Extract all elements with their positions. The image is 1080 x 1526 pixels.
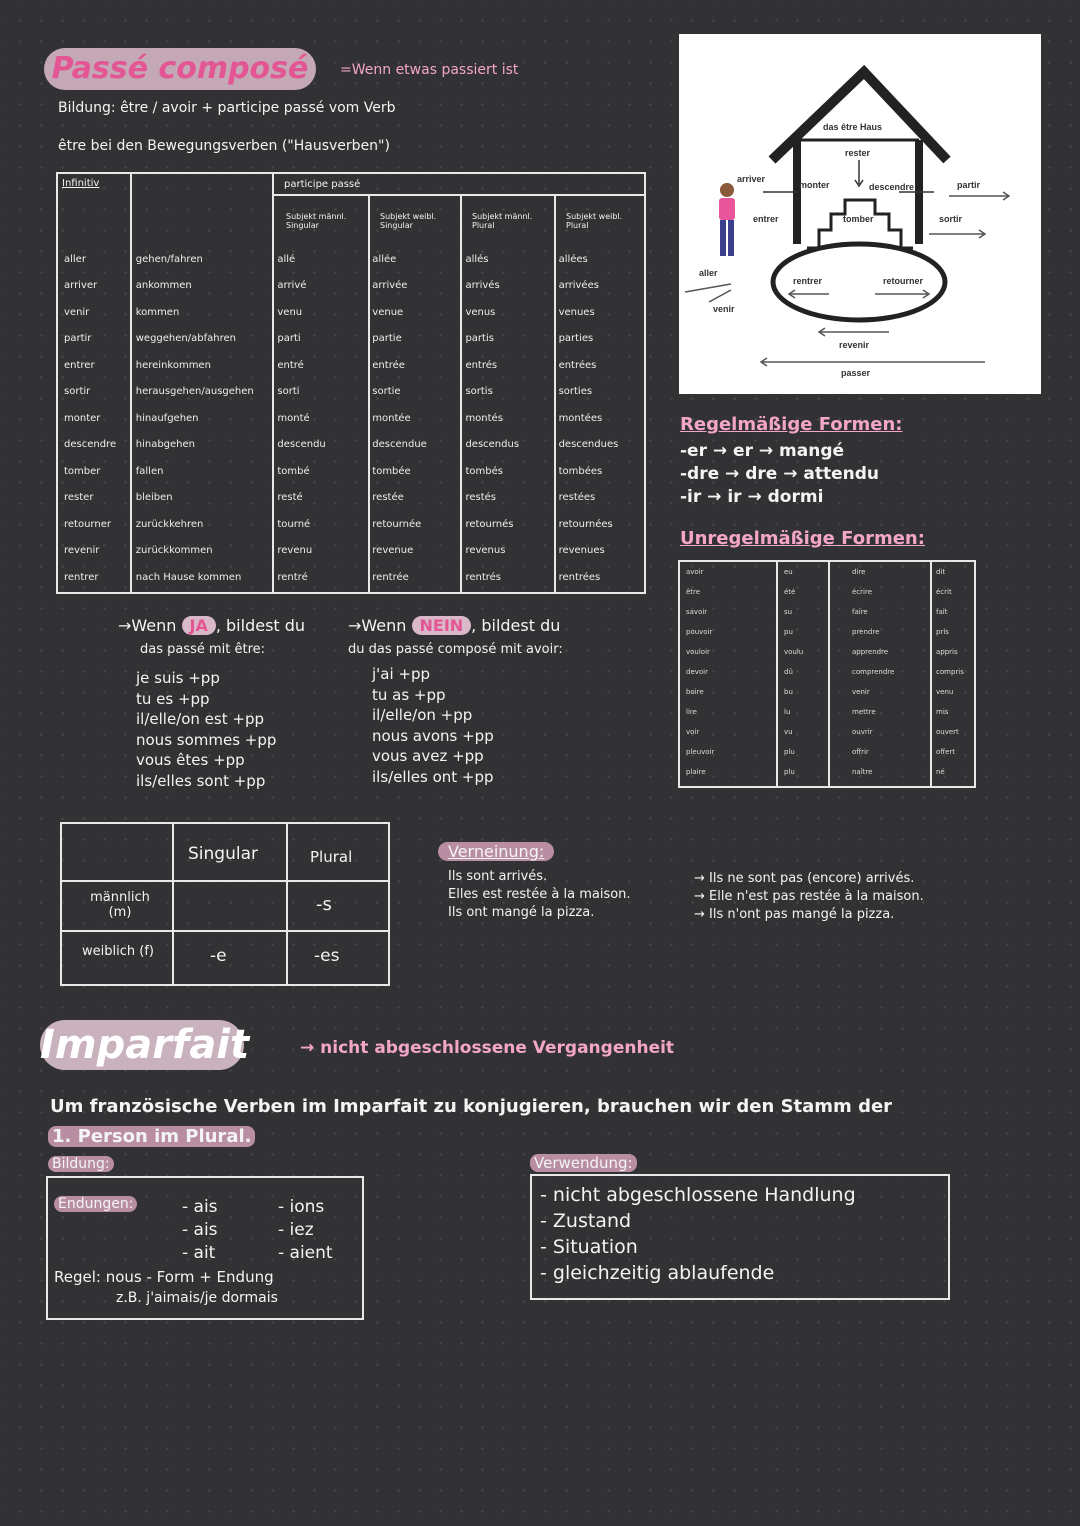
singular-header: Singular: [188, 844, 258, 864]
text-line: ils/elles ont +pp: [372, 767, 494, 786]
negation-title: Verneinung:: [438, 842, 554, 861]
endings-singular: [182, 1196, 218, 1265]
verb-table-cell: rester: [64, 492, 94, 504]
irregular-infinitive: mettre: [852, 708, 876, 716]
imparfait-example: z.B. j'aimais/je dormais: [116, 1290, 278, 1306]
irregular-participle: plu: [784, 768, 795, 776]
text-line: il/elle/on est +pp: [136, 710, 264, 728]
text-line: - iez: [278, 1220, 314, 1240]
verb-table-cell: revenu: [277, 545, 313, 557]
irregular-participle: bu: [784, 688, 793, 696]
verb-table-cell: restées: [558, 492, 596, 504]
verb-table-cell: herausgehen/ausgehen: [135, 386, 254, 398]
verb-table-cell: monter: [64, 412, 101, 424]
verb-table-cell: retournées: [558, 518, 613, 530]
usage-list: [540, 1182, 856, 1286]
irregular-forms-title: Unregelmäßige Formen:: [680, 528, 925, 549]
text-line: il/elle/on +pp: [372, 706, 473, 724]
verb-table-cell: retournés: [465, 518, 514, 530]
text-line: vous avez +pp: [372, 747, 484, 765]
verb-table-cell: tombées: [558, 465, 603, 477]
verb-table-cell: tombée: [372, 465, 411, 477]
verb-table-cell: montées: [558, 412, 603, 424]
verb-table-cell: nach Hause kommen: [135, 571, 242, 583]
irregular-participle: pu: [784, 628, 793, 636]
verb-table-cell: revenir: [64, 545, 100, 557]
verb-table-cell: weggehen/abfahren: [135, 333, 236, 345]
imparfait-intro: Um französische Verben im Imparfait zu konjugieren, brauchen wir den Stamm der: [50, 1096, 893, 1117]
endings-plural: [278, 1196, 333, 1265]
verb-table-cell: venir: [64, 306, 90, 318]
house-label: venir: [713, 304, 735, 314]
gender-table: [60, 822, 390, 986]
verb-table-cell: revenues: [558, 545, 605, 557]
irregular-infinitive: offrir: [852, 748, 869, 756]
regular-forms-list: [680, 440, 879, 509]
verb-table-cell: zurückkommen: [135, 545, 213, 557]
verb-table-cell: partie: [372, 333, 402, 345]
irregular-participle: compris: [936, 668, 964, 676]
verb-table-cell: tourné: [277, 518, 311, 530]
sub-header: Subjekt weibl. Singular: [380, 212, 437, 230]
imparfait-intro-highlight: 1. Person im Plural.: [48, 1126, 255, 1147]
endings-box: [46, 1176, 364, 1320]
verb-table-cell: sorti: [277, 386, 300, 398]
verb-table-row: [58, 405, 644, 432]
imparfait-note: → nicht abgeschlossene Vergangenheit: [300, 1038, 675, 1058]
verb-table-cell: sortis: [465, 386, 493, 398]
verb-table-cell: parti: [277, 333, 301, 345]
verb-table-cell: resté: [277, 492, 303, 504]
irregular-infinitive: devoir: [686, 668, 708, 676]
irregular-participle: appris: [936, 648, 958, 656]
text-line: ils/elles sont +pp: [136, 771, 266, 790]
irregular-infinitive: vouloir: [686, 648, 710, 656]
verb-table-row: [58, 564, 644, 591]
bildung-label: Bildung:: [48, 1156, 114, 1172]
house-label: entrer: [753, 214, 779, 224]
text-line: - ions: [278, 1197, 325, 1217]
verb-table-cell: revenue: [372, 545, 414, 557]
verb-table-cell: rentrer: [64, 571, 99, 583]
verb-table-cell: parties: [558, 333, 594, 345]
bildung-line: Bildung: être / avoir + participe passé vom Verb: [58, 100, 396, 116]
verb-table-cell: rentrées: [558, 571, 601, 583]
verb-table-cell: entrée: [372, 359, 405, 371]
irregular-infinitive: naître: [852, 768, 873, 776]
irregular-infinitive: apprendre: [852, 648, 889, 656]
verb-table-cell: venues: [558, 306, 595, 318]
verb-table-cell: entrés: [465, 359, 498, 371]
verb-table-cell: hereinkommen: [135, 359, 211, 371]
nein-heading: →Wenn NEIN , bildest du: [348, 616, 561, 635]
text-line: je suis +pp: [136, 669, 220, 687]
verb-table-cell: allés: [465, 253, 489, 265]
text-line: - gleichzeitig ablaufende: [540, 1262, 775, 1284]
verb-table-cell: entrées: [558, 359, 597, 371]
irregular-infinitive: plaire: [686, 768, 706, 776]
verb-table-cell: gehen/fahren: [135, 253, 203, 265]
text-line: -er → er → mangé: [680, 441, 845, 461]
verb-table-row: [58, 458, 644, 485]
ja-subheading: das passé mit être:: [140, 642, 266, 657]
irregular-participle: dû: [784, 668, 793, 676]
verb-table: [56, 172, 646, 594]
female-singular-ending: -e: [210, 946, 227, 966]
verb-table-cell: entrer: [64, 359, 95, 371]
text-line: nous sommes +pp: [136, 730, 277, 749]
text-line: nous avons +pp: [372, 726, 494, 745]
verb-table-cell: hinaufgehen: [135, 412, 199, 424]
verb-table-row: [58, 432, 644, 459]
house-label: revenir: [839, 340, 870, 350]
verb-table-cell: descendu: [277, 439, 326, 451]
irregular-infinitive: comprendre: [852, 668, 895, 676]
female-row-label: weiblich (f): [82, 944, 154, 959]
sub-header: Subjekt männl. Singular: [286, 212, 347, 230]
irregular-infinitive: boire: [686, 688, 704, 696]
sub-header: Subjekt männl. Plural: [472, 212, 533, 230]
house-label: tomber: [843, 214, 874, 224]
verb-table-cell: revenus: [465, 545, 506, 557]
text-line: -dre → dre → attendu: [680, 464, 880, 484]
verb-table-cell: allée: [372, 253, 397, 265]
irregular-infinitive: pouvoir: [686, 628, 713, 636]
irregular-participle: venu: [936, 688, 954, 696]
nein-conjugation: [372, 664, 494, 787]
verb-table-cell: partis: [465, 333, 494, 345]
verb-table-cell: montée: [372, 412, 411, 424]
verb-table-cell: ankommen: [135, 280, 192, 292]
ja-heading: →Wenn JA , bildest du: [118, 616, 306, 635]
text-line: tu as +pp: [372, 685, 446, 704]
etre-house-diagram: [679, 34, 1041, 394]
verb-table-cell: tomber: [64, 465, 101, 477]
verb-table-cell: montés: [465, 412, 503, 424]
verb-table-row: [58, 326, 644, 353]
verb-table-cell: bleiben: [135, 492, 173, 504]
text-line: j'ai +pp: [372, 665, 431, 683]
table-header-infinitiv: Infinitiv: [62, 178, 100, 189]
verb-table-row: [58, 273, 644, 300]
table-header-participe: participe passé: [284, 179, 361, 190]
verb-table-row: [58, 352, 644, 379]
irregular-infinitive: prendre: [852, 628, 880, 636]
house-label: arriver: [737, 174, 766, 184]
verb-table-row: [58, 299, 644, 326]
usage-label: Verwendung:: [530, 1154, 637, 1172]
verb-table-cell: venu: [277, 306, 303, 318]
text-line: - ais: [182, 1197, 218, 1217]
irregular-participle: fait: [936, 608, 948, 616]
irregular-participle: lu: [784, 708, 791, 716]
text-line: Elles est restée à la maison.: [448, 887, 631, 902]
verb-table-cell: restée: [372, 492, 404, 504]
irregular-participle: vu: [784, 728, 793, 736]
verb-table-cell: descendre: [64, 439, 117, 451]
text-line: - ais: [182, 1220, 218, 1240]
house-label: sortir: [939, 214, 963, 224]
verb-table-cell: arrivés: [465, 280, 500, 292]
irregular-participle: pris: [936, 628, 949, 636]
house-label: rester: [845, 148, 871, 158]
house-label: monter: [799, 180, 830, 190]
verb-table-row: [58, 538, 644, 565]
irregular-participle: voulu: [784, 648, 804, 656]
house-label: partir: [957, 180, 981, 190]
text-line: - aient: [278, 1243, 333, 1263]
verb-table-cell: rentré: [277, 571, 308, 583]
verb-table-row: [58, 485, 644, 512]
irregular-participle: mis: [936, 708, 949, 716]
verb-table-cell: arrivé: [277, 280, 307, 292]
verb-table-cell: venue: [372, 306, 404, 318]
irregular-infinitive: dire: [852, 568, 866, 576]
verb-table-cell: hinabgehen: [135, 439, 196, 451]
irregular-participle: eu: [784, 568, 793, 576]
text-line: - nicht abgeschlossene Handlung: [540, 1184, 856, 1206]
regular-forms-title: Regelmäßige Formen:: [680, 414, 903, 435]
ja-conjugation: [136, 668, 276, 791]
verb-table-cell: fallen: [135, 465, 164, 477]
sub-header: Subjekt weibl. Plural: [566, 212, 623, 230]
verb-table-cell: arrivées: [558, 280, 599, 292]
verb-table-cell: monté: [277, 412, 310, 424]
text-line: tu es +pp: [136, 689, 210, 708]
endings-label: Endungen:: [54, 1196, 137, 1212]
verb-table-cell: restés: [465, 492, 496, 504]
house-label: passer: [841, 368, 871, 378]
passe-compose-note: =Wenn etwas passiert ist: [340, 62, 519, 78]
irregular-participle: plu: [784, 748, 795, 756]
house-label: descendre: [869, 182, 915, 192]
irregular-participle: né: [936, 768, 945, 776]
text-line: -ir → ir → dormi: [680, 487, 824, 507]
verb-table-cell: rentrés: [465, 571, 501, 583]
text-line: Ils sont arrivés.: [448, 869, 548, 884]
verb-table-body: [58, 246, 644, 591]
irregular-participle: offert: [936, 748, 956, 756]
irregular-participle: dit: [936, 568, 946, 576]
irregular-infinitive: pleuvoir: [686, 748, 715, 756]
text-line: → Elle n'est pas restée à la maison.: [694, 889, 924, 904]
verb-table-cell: descendue: [372, 439, 427, 451]
verb-table-cell: kommen: [135, 306, 180, 318]
irregular-infinitive: ouvrir: [852, 728, 873, 736]
verb-table-cell: sorties: [558, 386, 593, 398]
verb-table-cell: sortir: [64, 386, 91, 398]
page-title-passe-compose: Passé composé: [44, 48, 316, 90]
irregular-infinitive: lire: [686, 708, 697, 716]
female-plural-ending: -es: [314, 946, 340, 966]
verb-table-cell: retournée: [372, 518, 422, 530]
verb-table-row: [58, 511, 644, 538]
male-row-label: männlich (m): [90, 890, 150, 920]
verb-table-cell: venus: [465, 306, 496, 318]
text-line: vous êtes +pp: [136, 751, 245, 769]
irregular-infinitive: faire: [852, 608, 868, 616]
irregular-participle: écrit: [936, 588, 952, 596]
irregular-participle: été: [784, 588, 796, 596]
verb-table-cell: allé: [277, 253, 296, 265]
nein-subheading: du das passé composé mit avoir:: [348, 642, 563, 657]
verb-table-cell: tombé: [277, 465, 310, 477]
text-line: → Ils ne sont pas (encore) arrivés.: [694, 871, 915, 886]
verb-table-cell: sortie: [372, 386, 401, 398]
verb-table-cell: aller: [64, 253, 86, 265]
verb-table-row: [58, 246, 644, 273]
verb-table-cell: descendues: [558, 439, 619, 451]
text-line: - ait: [182, 1243, 216, 1263]
verb-table-row: [58, 379, 644, 406]
etre-line: être bei den Bewegungsverben ("Hausverben"): [58, 138, 390, 154]
irregular-participle: su: [784, 608, 793, 616]
verb-table-cell: arrivée: [372, 280, 408, 292]
text-line: → Ils n'ont pas mangé la pizza.: [694, 907, 895, 922]
irregular-infinitive: être: [686, 588, 701, 596]
irregular-infinitive: savoir: [686, 608, 708, 616]
negation-results: [694, 870, 924, 924]
verb-table-cell: allées: [558, 253, 588, 265]
verb-table-cell: partir: [64, 333, 92, 345]
verb-table-cell: entré: [277, 359, 304, 371]
irregular-infinitive: venir: [852, 688, 870, 696]
verb-table-cell: retourner: [64, 518, 111, 530]
text-line: - Zustand: [540, 1210, 632, 1232]
plural-header: Plural: [310, 848, 353, 866]
irregular-infinitive: écrire: [852, 588, 873, 596]
imparfait-rule: Regel: nous - Form + Endung: [54, 1268, 274, 1286]
irregular-infinitive: avoir: [686, 568, 704, 576]
house-label: aller: [699, 268, 718, 278]
negation-examples: [448, 868, 631, 922]
verb-table-cell: tombés: [465, 465, 503, 477]
male-plural-ending: -s: [316, 894, 332, 915]
verb-table-cell: arriver: [64, 280, 98, 292]
text-line: Ils ont mangé la pizza.: [448, 905, 595, 920]
house-label: retourner: [883, 276, 924, 286]
irregular-participle: ouvert: [936, 728, 959, 736]
page-title-imparfait: Imparfait: [40, 1022, 250, 1068]
usage-box: [530, 1174, 950, 1300]
verb-table-cell: rentrée: [372, 571, 409, 583]
irregular-forms-table: [678, 560, 976, 788]
verb-table-cell: descendus: [465, 439, 520, 451]
verb-table-cell: zurückkehren: [135, 518, 204, 530]
house-label: rentrer: [793, 276, 823, 286]
text-line: - Situation: [540, 1236, 638, 1258]
house-title: das être Haus: [823, 122, 883, 132]
irregular-infinitive: voir: [686, 728, 700, 736]
